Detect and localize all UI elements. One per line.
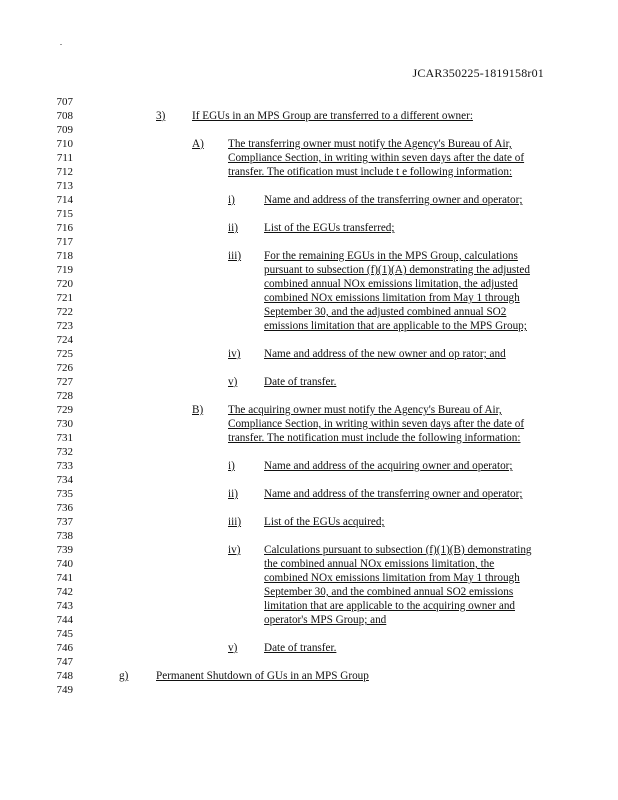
line-number: 749 [56, 684, 73, 696]
line-number: 746 [56, 642, 73, 654]
line-number: 720 [56, 278, 73, 290]
B-iv-line6: operator's MPS Group; and [264, 614, 387, 626]
line-number: 739 [56, 544, 73, 556]
item-A-marker: A) [192, 138, 204, 150]
line-number: 729 [56, 404, 73, 416]
A-i-text: Name and address of the transferring owner and operator; [264, 194, 523, 206]
item-g-title: Permanent Shutdown of GUs in an MPS Group [156, 670, 369, 682]
A-v-marker: v) [228, 376, 238, 388]
line-number: 714 [56, 194, 73, 206]
line-number: 726 [56, 362, 73, 374]
line-number: 721 [56, 292, 73, 304]
line-number: 718 [56, 250, 73, 262]
B-iv-marker: iv) [228, 544, 241, 556]
line-number: 734 [56, 474, 73, 486]
line-number: 747 [56, 656, 73, 668]
line-number: 727 [56, 376, 73, 388]
B-iv-line2: the combined annual NOx emissions limitation, the [264, 558, 495, 570]
line-number: 732 [56, 446, 73, 458]
B-i-text: Name and address of the acquiring owner and operator; [264, 460, 513, 472]
line-number: 724 [56, 334, 73, 346]
line-number: 722 [56, 306, 73, 318]
A-iii-line4: combined NOx emissions limitation from May 1 through [264, 292, 520, 304]
line-number: 710 [56, 138, 73, 150]
A-iii-line2: pursuant to subsection (f)(1)(A) demonstrating the adjusted [264, 264, 530, 276]
A-v-text: Date of transfer. [264, 376, 337, 388]
A-iv-marker: iv) [228, 348, 241, 360]
line-number: 736 [56, 502, 73, 514]
line-number: 717 [56, 236, 73, 248]
item-3-text: If EGUs in an MPS Group are transferred to a different owner: [192, 110, 473, 122]
A-i-marker: i) [228, 194, 235, 206]
item-3-marker: 3) [156, 110, 166, 122]
item-B-line1: The acquiring owner must notify the Agency's Bureau of Air, [228, 404, 502, 416]
line-number: 735 [56, 488, 73, 500]
A-iii-line5: September 30, and the adjusted combined annual SO2 [264, 306, 507, 318]
line-number: 715 [56, 208, 73, 220]
B-v-text: Date of transfer. [264, 642, 337, 654]
B-iv-line5: limitation that are applicable to the acquiring owner and [264, 600, 516, 612]
A-iii-line6: emissions limitation that are applicable to the MPS Group; [264, 320, 527, 332]
line-number: 745 [56, 628, 73, 640]
line-number: 716 [56, 222, 73, 234]
B-iii-text: List of the EGUs acquired; [264, 516, 385, 528]
A-iii-marker: iii) [228, 250, 242, 262]
item-A-line2: Compliance Section, in writing within seven days after the date of [228, 152, 525, 164]
document-id: JCAR350225-1819158r01 [412, 66, 544, 80]
item-A-line3: transfer. The otification must include t e following information: [228, 166, 513, 178]
line-number: 728 [56, 390, 73, 402]
line-number: 711 [56, 152, 73, 164]
line-number: 713 [56, 180, 73, 192]
A-ii-marker: ii) [228, 222, 238, 234]
line-number: 744 [56, 614, 73, 626]
line-number: 748 [56, 670, 73, 682]
line-number: 742 [56, 586, 73, 598]
line-number: 723 [56, 320, 73, 332]
line-number: 725 [56, 348, 73, 360]
B-iii-marker: iii) [228, 516, 242, 528]
B-iv-line1: Calculations pursuant to subsection (f)(1)(B) demonstrating [264, 544, 532, 556]
item-A-line1: The transferring owner must notify the Agency's Bureau of Air, [228, 138, 512, 150]
line-number: 730 [56, 418, 73, 430]
B-ii-marker: ii) [228, 488, 238, 500]
item-B-line2: Compliance Section, in writing within seven days after the date of [228, 418, 525, 430]
line-number: 712 [56, 166, 73, 178]
item-B-line3: transfer. The notification must include the following information: [228, 432, 521, 444]
line-number: 741 [56, 572, 73, 584]
B-v-marker: v) [228, 642, 238, 654]
A-iv-text: Name and address of the new owner and op rator; and [264, 348, 506, 360]
speck [60, 44, 62, 45]
B-i-marker: i) [228, 460, 235, 472]
line-number: 738 [56, 530, 73, 542]
item-g-marker: g) [119, 670, 129, 682]
line-number: 740 [56, 558, 73, 570]
A-iii-line3: combined annual NOx emissions limitation, the adjusted [264, 278, 518, 290]
line-number: 731 [56, 432, 73, 444]
A-ii-text: List of the EGUs transferred; [264, 222, 395, 234]
line-number: 733 [56, 460, 73, 472]
line-number: 719 [56, 264, 73, 276]
B-iv-line3: combined NOx emissions limitation from May 1 through [264, 572, 520, 584]
line-number: 709 [56, 124, 73, 136]
A-iii-line1: For the remaining EGUs in the MPS Group, calculations [264, 250, 518, 262]
line-number: 707 [56, 96, 73, 108]
line-number: 737 [56, 516, 73, 528]
item-B-marker: B) [192, 404, 204, 416]
B-iv-line4: September 30, and the combined annual SO2 emissions [264, 586, 514, 598]
B-ii-text: Name and address of the transferring owner and operator; [264, 488, 523, 500]
line-number: 708 [56, 110, 73, 122]
line-number: 743 [56, 600, 73, 612]
